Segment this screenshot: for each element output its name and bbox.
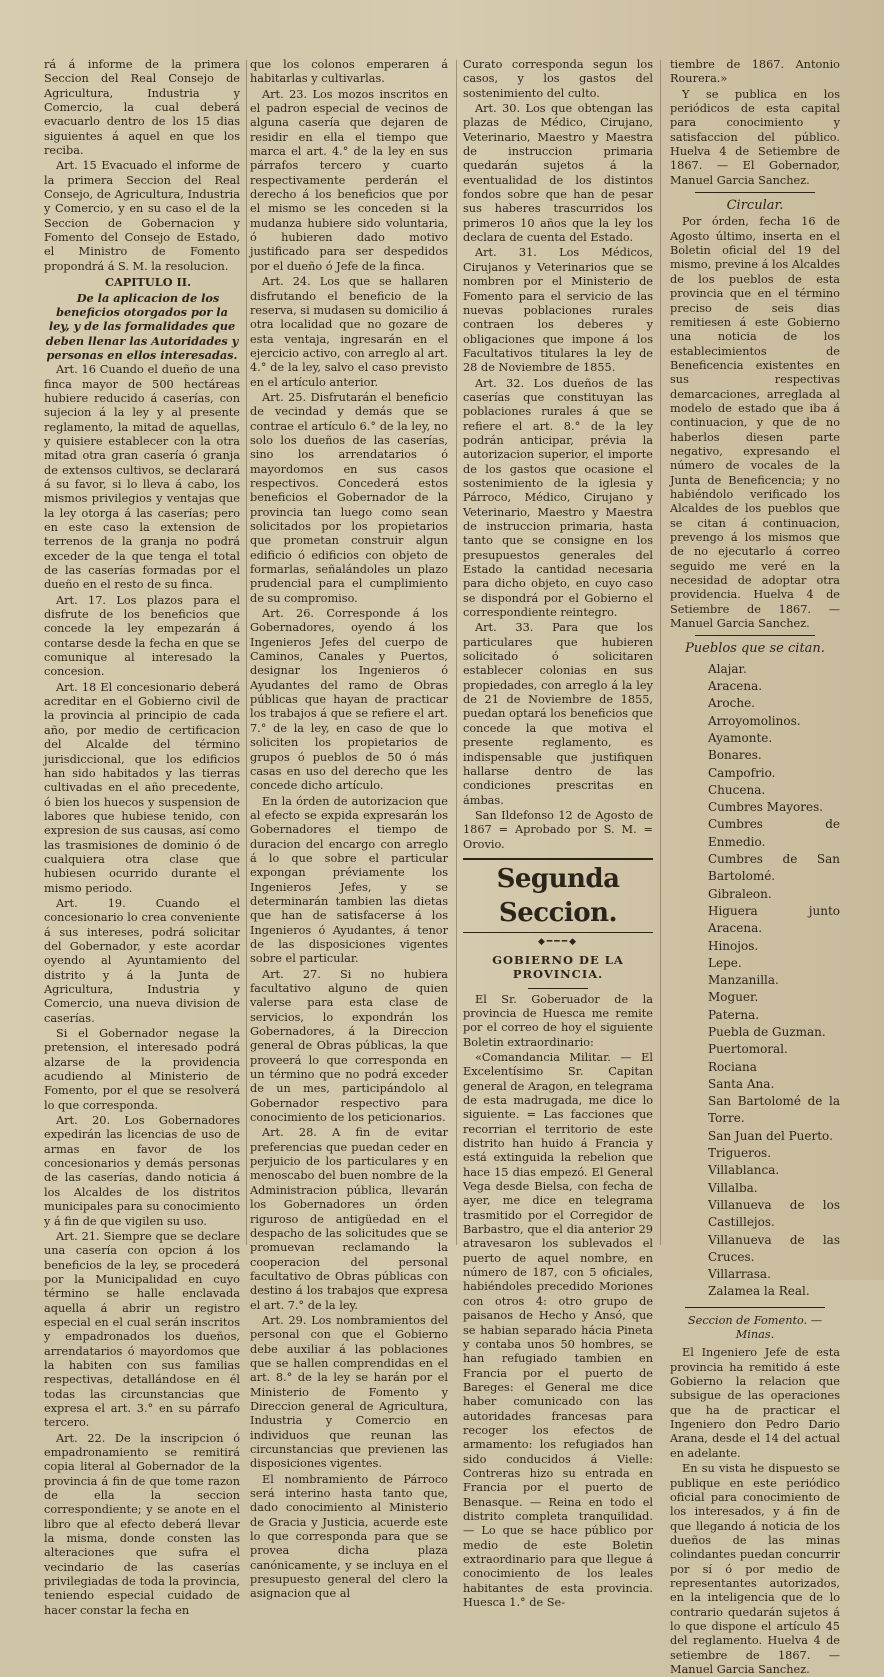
government-heading: GOBIERNO DE LA PROVINCIA.: [492, 952, 624, 982]
circular-heading: Circular.: [726, 198, 784, 214]
paragraph: que los colonos emperaren á habitarlas y cultivarlas.: [250, 58, 448, 86]
paragraph: Art. 31. Los Médicos, Cirujanos y Veterinarios que se nombren por el Ministerio de Fomento para el servicio de las nuevas poblaciones rurales contraen los deberes y obligaciones que impone á los Facultativos titulares la ley de 28 de Noviembre de 1855.: [463, 246, 653, 375]
town-list-item: Manzanilla.: [708, 973, 779, 988]
town-list-item: Cumbres de San Bartolomé.: [708, 852, 840, 884]
paragraph: El Sr. Goberuador de la provincia de Huesca me remite por el correo de hoy el siguiente Boletin extraordinario:: [463, 992, 653, 1049]
short-rule: [528, 988, 588, 989]
ornament-divider: ◆━━━◆: [537, 936, 579, 947]
paragraph: Curato corresponda segun los casos, y los gastos del sostenimiento del culto.: [463, 58, 653, 100]
column-4: [670, 58, 840, 1676]
paragraph: Art. 28. A fin de evitar preferencias que puedan ceder en perjuicio de los particulares y en menoscabo del buen nombre de la Administracion pública, llevarán los Gobernadores un órden riguroso de antigüedad en el despacho de las solicitudes que se promuevan reclamando la cooperacion del personal facultativo de Obras públicas con destino á los trabajos que expresa el art. 7.° de la ley.: [250, 1126, 448, 1312]
town-list-item: Puebla de Guzman.: [708, 1024, 826, 1039]
paragraph: El Ingeniero Jefe de esta provincia ha remitido á este Gobierno la relacion que subsigue de las operaciones que ha de practicar el Ingeniero don Pedro Dario Arana, desde el 14 del actual en adelante.: [670, 1346, 840, 1460]
town-list-item: San Bartolomé de la Torre.: [708, 1094, 840, 1126]
paragraph: Art. 19. Cuando el concesionario lo crea conveniente á sus intereses, podrá solicitar del Gobernador, y este acordar oyendo al Ayuntamiento del distrito y á la Junta de Agricultura, Industria y Comercio, una nueva division de caserías.: [44, 896, 240, 1025]
town-list-item: Villanueva de los Castillejos.: [708, 1197, 840, 1230]
paragraph: Art. 27. Si no hubiera facultativo alguno de quien valerse para esta clase de servicios, lo expondrán los Gobernadores, á la Direccion general de Obras públicas, la que proveerá lo que corresponda en un término que no podrá exceder de un mes, participándolo al Gobernador respectivo para conocimiento de los peticionarios.: [250, 967, 448, 1125]
paragraph: Art. 22. De la inscripcion ó empadronamiento se remitirá copia literal al Gobernador de la provincia á fin de que tome razon de ella la seccion correspondiente; y se anote en el libro que al efecto deberá llevar la misma, donde consten las alteraciones que sufra el vecindario de las caserías privilegiadas de toda la provincia, teniendo especial cuidado de hacer constar la fecha en: [44, 1431, 240, 1617]
town-list-item: Villalba.: [708, 1180, 758, 1195]
town-list-item: Campofrio.: [708, 765, 776, 780]
paragraph: Art. 18 El concesionario deberá acreditar en el Gobierno civil de la provincia al principio de cada año, por medio de certificacion del Alcalde del término jurisdiccional, que los edificios han sido habitados y las tierras cultivadas en el año precedente, ó bien los huecos y suspension de labores que hubiese tenido, con expresion de sus causas, así como las trasmisiones de dominio ó de cualquiera otra clase que hubiesen ocurrido durante el mismo periodo.: [44, 680, 240, 895]
town-list-item: Gibraleon.: [708, 886, 772, 901]
town-list-item: Hinojos.: [708, 938, 759, 953]
paragraph: Art. 23. Los mozos inscritos en el padron especial de vecinos de alguna casería que dejaren de residir en ella el tiempo que marca el art. 4.° de la ley en sus párrafos tercero y cuarto respectivamente perderán el derecho á los beneficios que por el mismo se les conceden si la mudanza hubiere sido voluntaria, ó hubieren dado motivo justificado para ser despedidos por el dueño ó Jefe de la finca.: [250, 87, 448, 273]
town-list-item: Moguer.: [708, 990, 759, 1005]
column-3: [463, 58, 653, 1610]
column-rule: [246, 60, 247, 1245]
town-list-item: Arroyomolinos.: [708, 713, 801, 728]
town-list-item: San Juan del Puerto.: [708, 1128, 833, 1143]
town-list-item: Villablanca.: [708, 1163, 780, 1178]
town-list-item: Higuera junto Aracena.: [708, 903, 840, 936]
town-list-item: Aroche.: [708, 696, 755, 711]
chapter-subtitle: De la aplicacion de los beneficios otorgados por la ley, y de las formalidades que deben llenar las Autoridades y personas en ellos interesadas.: [45, 290, 239, 362]
town-list-item: Chucena.: [708, 782, 766, 797]
short-rule: [685, 1307, 825, 1308]
town-list-item: Rociana: [708, 1059, 757, 1074]
paragraph: Si el Gobernador negase la pretension, el interesado podrá alzarse de la providencia acudiendo al Ministerio de Fomento, por el que se resolverá lo que corresponda.: [44, 1027, 240, 1112]
paragraph: «Comandancia Militar. — El Excelentísimo Sr. Capitan general de Aragon, en telegrama de esta madrugada, me dice lo siguiente. = Las facciones que recorrian el territorio de este distrito han huido á Francia y está extinguida la rebelion que hace 15 dias empezó. El General Vega desde Bielsa, con fecha de ayer, me dice en telegrama trasmitido por el Corregidor de Barbastro, que el dia anterior 29 atravesaron los sublevados el puerto de aquel nombre, en número de 187, con 5 oficiales, habiéndoles precedido Moriones con otros 4: otro grupo de paisanos de Hecho y Ansó, que se habian separado hácia Pineta y contaba unos 50 hombres, se han refugiado tambien en Francia por el puerto de Bareges: el General me dice haber comunicado con las autoridades francesas para recoger los efectos de armamento: los refugiados han sido conducidos á Vielle: Contreras hizo su entrada en Francia por el puerto de Benasque. — Reina en todo el distrito completa tranquilidad. — Lo que se hace público por medio de este Boletin extraordinario para que llegue á conocimiento de los leales habitantes de esta provincia. Huesca 1.° de Se-: [463, 1050, 653, 1610]
paragraph: Art. 21. Siempre que se declare una casería con opcion á los beneficios de la ley, se procederá por la Municipalidad en cuyo término se halle enclavada aquella á abrir un registro especial en el cual serán inscritos y empadronados los dueños, arrendatarios ó mayordomos que la habiten con sus familias respectivas, detallándose en él todas las circunstancias que expresa el art. 3.° en su párrafo tercero.: [44, 1229, 240, 1430]
paragraph: El nombramiento de Párroco será interino hasta tanto que, dado conocimiento al Ministerio de Gracia y Justicia, acuerde este lo que corresponda para que se provea dicha plaza canónicamente, y se incluya en el presupuesto general del clero la asignacion que al: [250, 1472, 448, 1601]
paragraph: En su vista he dispuesto se publique en este periódico oficial para conocimiento de los interesados, y á fin de que llegando á noticia de los dueños de las minas colindantes puedan concurrir por sí ó por medio de representantes autorizados, en la inteligencia que de lo contrario quedarán sujetos á lo que dispone el artículo 45 del reglamento. Huelva 4 de setiembre de 1867. — Manuel Garcia Sanchez.: [670, 1462, 840, 1676]
town-list-item: Cumbres Mayores.: [708, 800, 824, 815]
paragraph: Art. 17. Los plazos para el disfrute de los beneficios que concede la ley empezarán á contarse desde la fecha en que se comunique al interesado la concesion.: [44, 593, 240, 679]
town-list-item: Lepe.: [708, 955, 742, 970]
paragraph: Art. 26. Corresponde á los Gobernadores, oyendo á los Ingenieros Jefes del cuerpo de Caminos, Canales y Puertos, designar los Ingenieros ó Ayudantes del ramo de Obras públicas que hayan de practicar los trabajos á que se refiere el art. 7.° de la ley, en caso de que lo soliciten los propietarios de grupos ó pueblos de 50 ó más casas en uso del derecho que les concede dicho artículo.: [250, 607, 448, 793]
paragraph: Art. 30. Los que obtengan las plazas de Médico, Cirujano, Veterinario, Maestro y Maestra de instruccion primaria quedarán sujetos á la eventualidad de los distintos fondos sobre que han de pesar sus haberes trascurridos los primeros 10 años que la ley los declara de cuenta del Estado.: [463, 102, 653, 245]
town-list-item: Villanueva de las Cruces.: [708, 1232, 840, 1264]
column-1: [44, 58, 240, 1617]
paragraph: Y se publica en los periódicos de esta capital para conocimiento y satisfaccion del público. Huelva 4 de Setiembre de 1867. — El Gobernador, Manuel Garcia Sanchez.: [670, 87, 840, 187]
paragraph: Por órden, fecha 16 de Agosto último, inserta en el Boletin oficial del 19 del mismo, previne á los Alcaldes de los pueblos de esta provincia que en el término preciso de seis dias remitiesen á este Gobierno una noticia de los establecimientos de Beneficencia existentes en sus respectivas demarcaciones, arreglada al modelo de estado que iba á continuacion, y que de no haberlos diesen parte negativo, expresando el número de vocales de la Junta de Beneficencia; y no habiéndolo verificado los Alcaldes de los pueblos que se citan á continuacion, prevengo á los mismos que de no ejecutarlo á correo seguido me veré en la necesidad de adoptar otra providencia. Huelva 4 de Setiembre de 1867. — Manuel Garcia Sanchez.: [670, 215, 840, 631]
chapter-heading: CAPITULO II.: [104, 275, 191, 290]
paragraph: tiembre de 1867. Antonio Rourera.»: [670, 58, 840, 86]
town-list-item: Bonares.: [708, 748, 762, 763]
paragraph: Art. 29. Los nombramientos del personal con que el Gobierno debe auxiliar á las poblaciones que se hallen comprendidas en el art. 8.° de la ley se harán por el Ministerio de Fomento y Direccion general de Agricultura, Industria y Comercio en individuos que reunan las circunstancias que previenen las disposiciones vigentes.: [250, 1313, 448, 1471]
town-list-item: Aracena.: [708, 679, 763, 694]
paragraph: Art. 16 Cuando el dueño de una finca mayor de 500 hectáreas hubiere reducido á caserías, con sujecion á la ley y al presente reglamento, la mitad de aquellas, y quisiere establecer con la otra mitad otra gran casería ó granja de extensos cultivos, se declarará á su favor, si lo lleva á cabo, los mismos privilegios y ventajas que la ley otorga á las caserías; pero en este caso la extension de terrenos de la granja no podrá exceder de la que tenga el total de las caserías formadas por el dueño en el resto de su finca.: [44, 363, 240, 592]
town-list-item: Zalamea la Real.: [708, 1284, 810, 1299]
short-rule: [695, 192, 815, 193]
paragraph: Art. 33. Para que los particulares que hubieren solicitado ó solicitaren establecer colonias en sus propiedades, con arreglo á la ley de 21 de Noviembre de 1855, puedan optará los beneficios que concede la que motiva el presente reglamento, es indispensable que justifiquen hallarse dentro de las condiciones prescritas en ámbas.: [463, 621, 653, 807]
town-list-item: Trigueros.: [708, 1146, 772, 1161]
paragraph: Art. 24. Los que se hallaren disfrutando el beneficio de la reserva, si mudasen su domicilio á otra localidad que no gozare de esta ventaja, ingresarán en el ejercicio activo, con arreglo al art. 4.° de la ley, salvo el caso previsto en el artículo anterior.: [250, 275, 448, 389]
column-rule: [660, 60, 661, 1245]
paragraph: Art. 32. Los dueños de las caserías que constituyan las poblaciones rurales á que se refiere el art. 8.° de la ley podrán anticipar, prévia la autorizacion superior, el importe de los gastos que ocasione el sostenimiento de la iglesia y Párroco, Médico, Cirujano y Veterinario, Maestro y Maestra de instruccion primaria, hasta tanto que se consigne en los presupuestos generales del Estado la cantidad necesaria para dicho objeto, en cuyo caso se dispondrá por el Gobierno el correspondiente reintegro.: [463, 376, 653, 620]
fomento-heading: Seccion de Fomento. — Minas.: [687, 1313, 823, 1342]
short-rule: [695, 635, 815, 636]
towns-list: [708, 661, 840, 1301]
section-title: Segunda Seccion.: [463, 858, 653, 933]
town-list-item: Alajar.: [708, 661, 747, 676]
paragraph: Art. 25. Disfrutarán el beneficio de vecindad y demás que se contrae el artículo 6.° de la ley, no solo los dueños de las caserías, sino los arrendatarios ó mayordomos en sus casos respectivos. Concederá estos beneficios el Gobernador de la provincia tan luego como sean solicitados por los propietarios que prometan construir algun edificio ó edificios con objeto de formarlas, señalándoles un plazo prudencial para el cumplimiento de su compromiso.: [250, 390, 448, 605]
town-list-item: Ayamonte.: [708, 730, 773, 745]
town-list-item: Villarrasa.: [708, 1267, 771, 1282]
paragraph: Art. 20. Los Gobernadores expedirán las licencias de uso de armas en favor de los concesionarios y demás personas de las caserías, dando noticia á los Alcaldes de los distritos municipales para su conocimiento y á fin de que vigilen su uso.: [44, 1114, 240, 1228]
towns-heading: Pueblos que se citan.: [685, 641, 825, 657]
town-list-item: Paterna.: [708, 1007, 760, 1022]
column-rule: [456, 60, 457, 1245]
town-list-item: Santa Ana.: [708, 1076, 775, 1091]
signature-line: San Ildefonso 12 de Agosto de 1867 = Aprobado por S. M. = Orovio.: [463, 808, 653, 851]
paragraph: rá á informe de la primera Seccion del Real Consejo de Agricultura, Industria y Comercio, la cual deberá evacuarlo dentro de los 15 dias siguientes á aquel en que los reciba.: [44, 58, 240, 158]
town-list-item: Puertomoral.: [708, 1042, 788, 1057]
paragraph: En la órden de autorizacion que al efecto se expida expresarán los Gobernadores el tiempo de duracion del encargo con arreglo á lo que sobre el particular expongan préviamente los Ingenieros Jefes, y se determinarán tambien las dietas que han de satisfacerse á los Ingenieros ó Ayudantes, á tenor de las disposiciones vigentes sobre el particular.: [250, 794, 448, 966]
paragraph: Art. 15 Evacuado el informe de la primera Seccion del Real Consejo, de Agricultura, Industria y Comercio, y en su caso el de la Seccion de Gobernacion y Fomento del Consejo de Estado, el Ministro de Fomento propondrá á S. M. la resolucion.: [44, 159, 240, 273]
column-2: [250, 58, 448, 1601]
town-list-item: Cumbres de Enmedio.: [708, 817, 840, 849]
